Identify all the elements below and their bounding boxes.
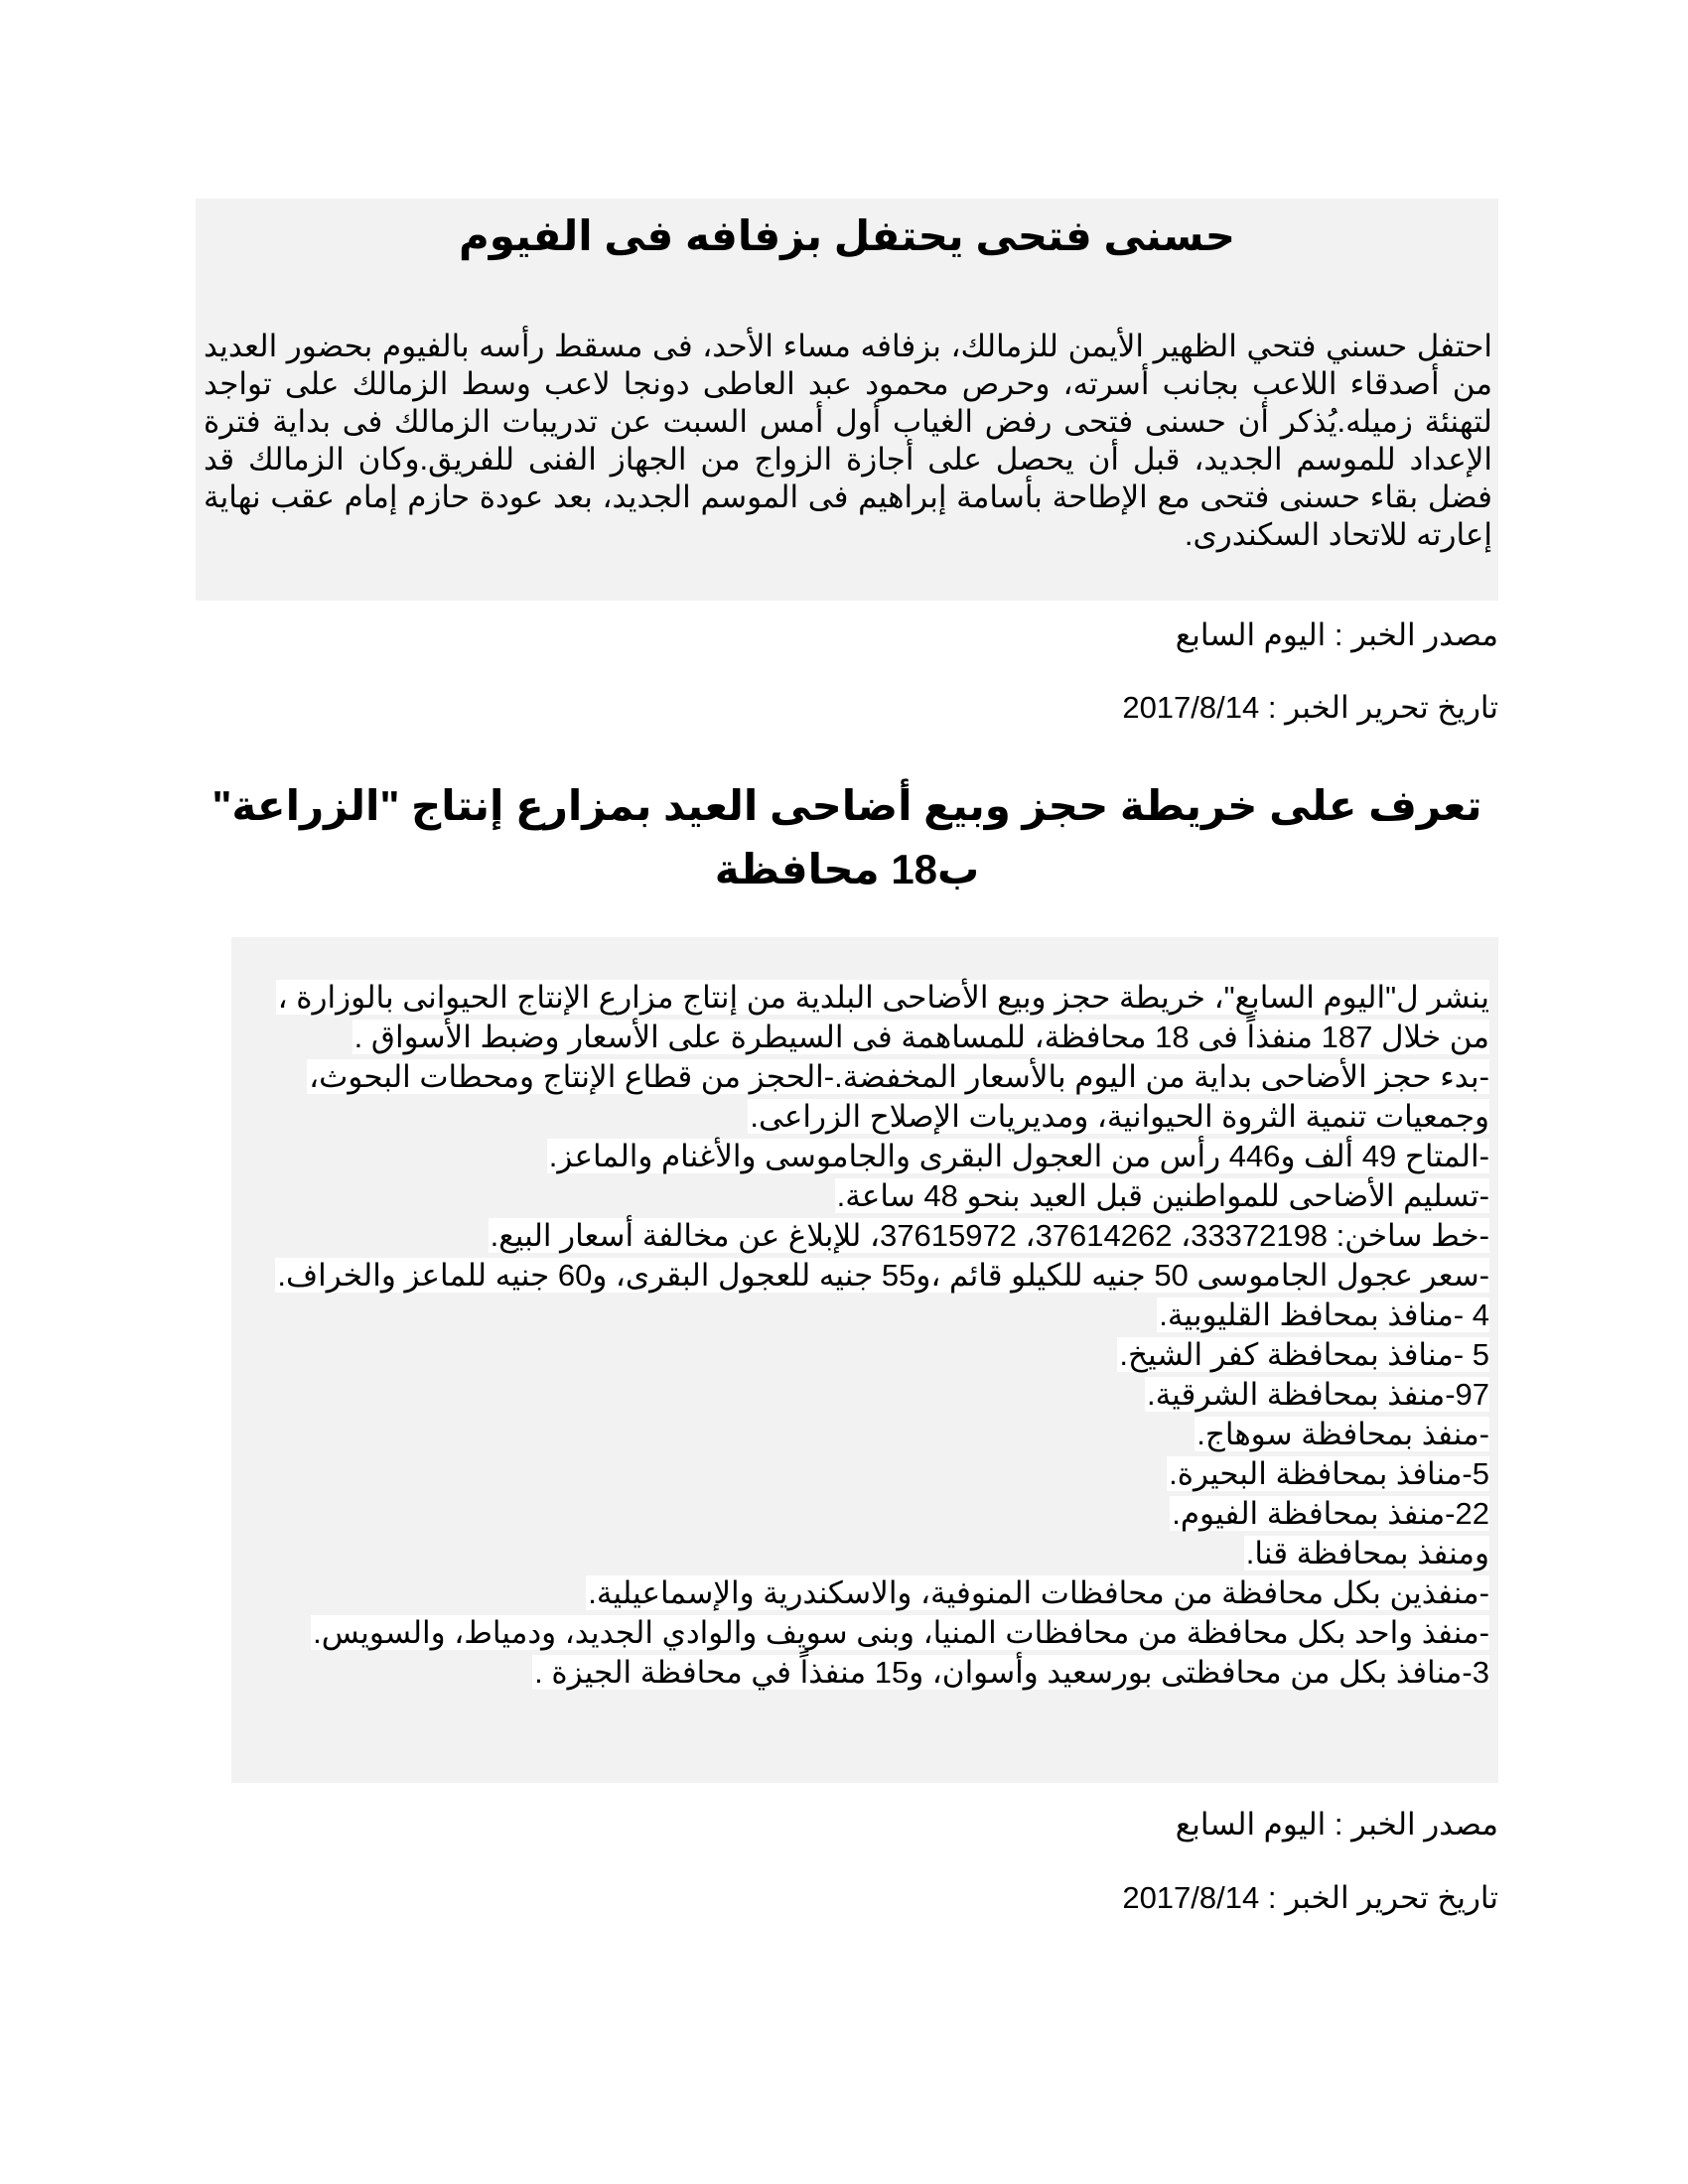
article2-line: -سعر عجول الجاموسى 50 جنيه للكيلو قائم ،و55 جنيه للعجول البقرى، و60 جنيه للماعز والخراف. <box>277 1258 1489 1293</box>
article1-date: تاريخ تحرير الخبر : 2017/8/14 <box>1122 690 1498 725</box>
article2-line: 4 -منافذ بمحافظ القليوبية. <box>1159 1297 1489 1332</box>
article1-title: حسنى فتحى يحتفل بزفافه فى الفيوم <box>458 212 1236 259</box>
article2-line: -منفذ بمحافظة سوهاج. <box>1196 1417 1489 1451</box>
article2-line: -خط ساخن: 33372198، 37614262، 37615972، للإبلاغ عن مخالفة أسعار البيع. <box>490 1218 1489 1253</box>
article2-line: -تسليم الأضاحى للمواطنين قبل العيد بنحو 48 ساعة. <box>836 1178 1489 1213</box>
article2-line: -منفذين بكل محافظة من محافظات المنوفية، والاسكندرية والإسماعيلية. <box>588 1575 1489 1610</box>
article2-line: 22-منفذ بمحافظة الفيوم. <box>1172 1496 1489 1531</box>
article2-source: مصدر الخبر : اليوم السابع <box>1175 1807 1498 1842</box>
article2-line: 5 -منافذ بمحافظة كفر الشيخ. <box>1119 1337 1489 1372</box>
article1-source: مصدر الخبر : اليوم السابع <box>1175 617 1498 652</box>
article2-date: تاريخ تحرير الخبر : 2017/8/14 <box>1122 1880 1498 1915</box>
article2-line: ينشر ل"اليوم السابع"، خريطة حجز وبيع الأضاحى البلدية من إنتاج مزارع الإنتاج الحيوانى بالوزارة ، <box>277 980 1489 1015</box>
article2-body <box>199 978 1489 1693</box>
article2-line: وجمعيات تنمية الثروة الحيوانية، ومديريات الإصلاح الزراعى. <box>750 1099 1489 1134</box>
article2-line: 97-منفذ بمحافظة الشرقية. <box>1146 1377 1489 1412</box>
article2-line: -منفذ واحد بكل محافظة من محافظات المنيا، وبنى سويف والوادي الجديد، ودمياط، والسويس. <box>313 1615 1489 1650</box>
article1-body: احتفل حسني فتحي الظهير الأيمن للزمالك، بزفافه مساء الأحد، فى مسقط رأسه بالفيوم بحضور العديد من أصدقاء اللاعب بجانب أسرته، وحرص محمود عبد العاطى دونجا لاعب وسط الزمالك على تواجد لتهنئة زميله.يُذكر أن حسنى فتحى رفض الغياب أول أمس السبت عن تدريبات الزمالك فى بداية فترة الإعداد للموسم الجديد، قبل أن يحصل على أجازة الزواج من الجهاز الفنى للفريق.وكان الزمالك قد فضل بقاء حسنى فتحى مع الإطاحة بأسامة إبراهيم فى الموسم الجديد، بعد عودة حازم إمام عقب نهاية إعارته للاتحاد السكندرى. <box>204 329 1493 552</box>
article2-line: من خلال 187 منفذاً فى 18 محافظة، للمساهمة فى السيطرة على الأسعار وضبط الأسواق . <box>353 1020 1489 1054</box>
article2-line: -بدء حجز الأضاحى بداية من اليوم بالأسعار المخفضة.-الحجز من قطاع الإنتاج ومحطات البحوث، <box>309 1059 1489 1094</box>
article2-title: تعرف على خريطة حجز وبيع أضاحى العيد بمزارع إنتاج "الزراعة" ب18 محافظة <box>211 782 1482 892</box>
article2-line: 5-منافذ بمحافظة البحيرة. <box>1169 1456 1489 1491</box>
article2-line: -المتاح 49 ألف و446 رأس من العجول البقرى والجاموسى والأغنام والماعز. <box>548 1139 1489 1173</box>
article2-line: 3-منافذ بكل من محافظتى بورسعيد وأسوان، و15 منفذاً في محافظة الجيزة . <box>534 1655 1489 1690</box>
article2-line: ومنفذ بمحافظة قنا. <box>1245 1536 1489 1570</box>
